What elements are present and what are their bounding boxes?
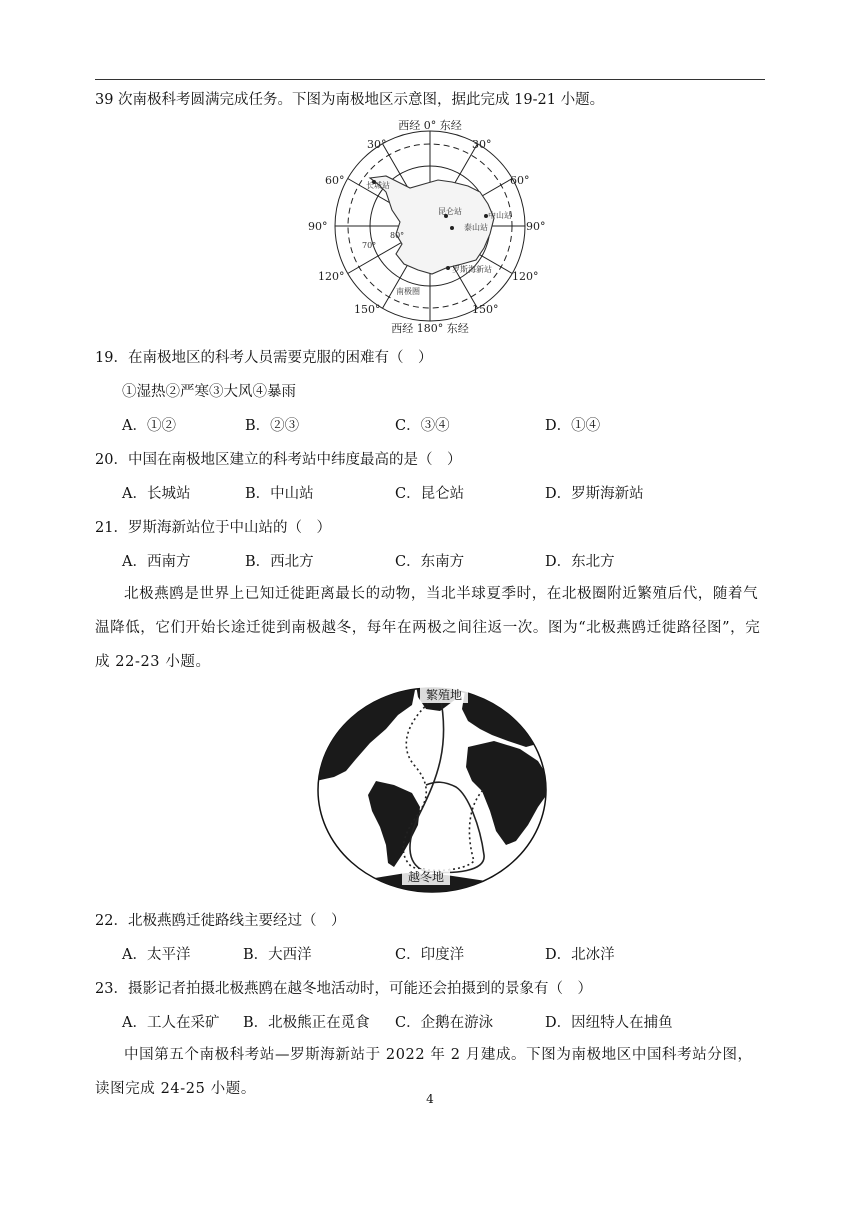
passage-ross-sea-station: 中国第五个南极科考站—罗斯海新站于 2022 年 2 月建成。下图为南极地区中国科考站分图，读图完成 24-25 小题。 bbox=[95, 1047, 753, 1097]
q19-stem: 19．在南极地区的科考人员需要克服的困难有（ ） bbox=[95, 350, 433, 366]
q20-option-c: C．昆仑站 bbox=[395, 486, 465, 502]
header-rule bbox=[95, 79, 765, 80]
deg-60-west: 60° bbox=[325, 174, 345, 187]
q21-option-c: C．东南方 bbox=[395, 554, 465, 570]
deg-150-east: 150° bbox=[472, 303, 499, 316]
deg-90-west: 90° bbox=[308, 220, 328, 233]
q21-option-a: A．西南方 bbox=[122, 554, 191, 570]
map-label-bottom: 西经 180° 东经 bbox=[391, 322, 469, 335]
breeding-label: 繁殖地 bbox=[425, 688, 463, 702]
station-zhongshan: 中山站 bbox=[488, 211, 512, 220]
q21-option-d: D．东北方 bbox=[545, 554, 615, 570]
q21-option-b: B．西北方 bbox=[245, 554, 314, 570]
deg-90-east: 90° bbox=[526, 220, 546, 233]
q19-option-b: B．②③ bbox=[245, 418, 300, 434]
deg-150-west: 150° bbox=[354, 303, 381, 316]
deg-120-west: 120° bbox=[318, 270, 345, 283]
station-changcheng: 长城站 bbox=[366, 181, 390, 190]
q19-option-a: A．①② bbox=[122, 418, 176, 434]
q19-option-c: C．③④ bbox=[395, 418, 450, 434]
q20-option-b: B．中山站 bbox=[245, 486, 314, 502]
passage-arctic-tern: 北极燕鸥是世界上已知迁徙距离最长的动物，当北半球夏季时，在北极圈附近繁殖后代，随着气温降低，它们开始长途迁徙到南极越冬，每年在两极之间往返一次。图为“北极燕鸥迁徙路径图”，完成 22-23 小题。 bbox=[95, 586, 761, 670]
antarctic-circle-label: 南极圈 bbox=[396, 287, 420, 296]
q20-option-a: A．长城站 bbox=[122, 486, 191, 502]
q20-stem: 20．中国在南极地区建立的科考站中纬度最高的是（ ） bbox=[95, 452, 462, 468]
q23-option-c: C．企鹅在游泳 bbox=[395, 1015, 494, 1031]
antarctic-map bbox=[300, 118, 560, 336]
q23-option-b: B．北极熊正在觅食 bbox=[243, 1015, 370, 1031]
q22-stem: 22．北极燕鸥迁徙路线主要经过（ ） bbox=[95, 913, 346, 929]
q22-option-d: D．北冰洋 bbox=[545, 947, 615, 963]
deg-30-east: 30° bbox=[472, 138, 492, 151]
q23-option-a: A．工人在采矿 bbox=[122, 1015, 220, 1031]
station-taishan: 泰山站 bbox=[464, 223, 488, 232]
station-kunlun: 昆仑站 bbox=[438, 207, 462, 216]
q23-stem: 23．摄影记者拍摄北极燕鸥在越冬地活动时，可能还会拍摄到的景象有（ ） bbox=[95, 981, 592, 997]
deg-60-east: 60° bbox=[510, 174, 530, 187]
q22-option-c: C．印度洋 bbox=[395, 947, 465, 963]
wintering-label: 越冬地 bbox=[407, 870, 445, 884]
intro-line: 39 次南极科考圆满完成任务。下图为南极地区示意图，据此完成 19-21 小题。 bbox=[95, 92, 605, 108]
deg-120-east: 120° bbox=[512, 270, 539, 283]
migration-globe bbox=[316, 685, 548, 895]
q21-stem: 21．罗斯海新站位于中山站的（ ） bbox=[95, 520, 331, 536]
page-number: 4 bbox=[426, 1092, 434, 1106]
q19-sub: ①湿热②严寒③大风④暴雨 bbox=[122, 384, 296, 400]
q22-option-a: A．太平洋 bbox=[122, 947, 191, 963]
q20-option-d: D．罗斯海新站 bbox=[545, 486, 644, 502]
map-label-top: 西经 0° 东经 bbox=[398, 119, 462, 132]
deg-80-label: 80° bbox=[390, 231, 405, 240]
q22-option-b: B．大西洋 bbox=[243, 947, 312, 963]
q23-option-d: D．因纽特人在捕鱼 bbox=[545, 1015, 673, 1031]
deg-30-west: 30° bbox=[367, 138, 387, 151]
station-luosihai: 罗斯海新站 bbox=[452, 265, 492, 274]
q19-option-d: D．①④ bbox=[545, 418, 601, 434]
deg-70-label: 70° bbox=[362, 241, 377, 250]
